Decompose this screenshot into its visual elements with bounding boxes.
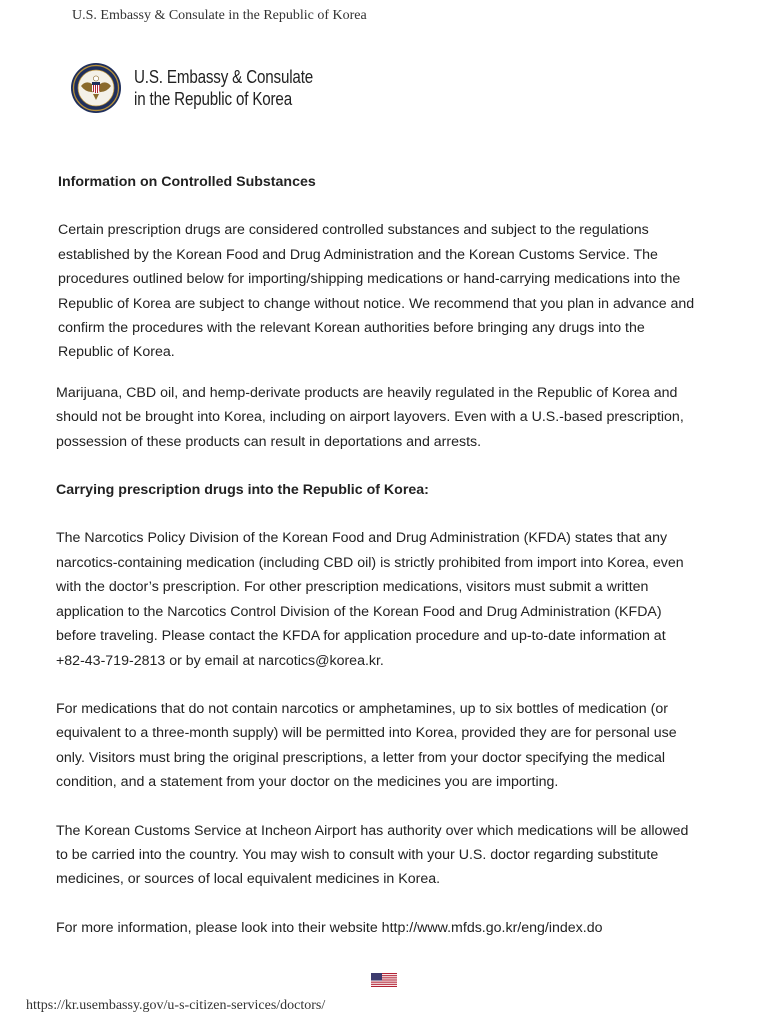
paragraph-marijuana: Marijuana, CBD oil, and hemp-derivate products are heavily regulated in the Republic of Korea and should not be brought into Korea, including on airport layovers. Even with a U.S.-based prescription, possession of these products can result in deportations and arrests. [56, 384, 684, 450]
running-header: U.S. Embassy & Consulate in the Republic of Korea [72, 8, 367, 23]
embassy-name [134, 66, 313, 110]
spacer [56, 194, 696, 218]
spacer [56, 673, 696, 697]
paragraph-kfda: The Narcotics Policy Division of the Korean Food and Drug Administration (KFDA) states that any narcotics-containing medication (including CBD oil) is strictly prohibited from import into Korea, even with the doctor’s prescription. For other prescription medications, visitors must submit a written application to the Narcotics Control Division of the Korean Food and Drug Administration (KFDA) before traveling. Please contact the KFDA for application procedure and up-to-date information at +82-43-719-2813 or by email at narcotics@korea.kr. [56, 530, 684, 669]
embassy-seal-icon [70, 62, 122, 114]
paragraph-non-narcotic: For medications that do not contain narcotics or amphetamines, up to six bottles of medication (or equivalent to a three-month supply) will be permitted into Korea, provided they are for personal use only. Visitors must bring the original prescriptions, a letter from your doctor specifying the medical condition, and a statement from your doctor on the medicines you are importing. [56, 700, 677, 791]
paragraph-intro: Certain prescription drugs are considered controlled substances and subject to the regulations established by the Korean Food and Drug Administration and the Korean Customs Service. The procedures outlined below for importing/shipping medications or hand-carrying medications into the Republic of Korea are subject to change without notice. We recommend that you plan in advance and confirm the procedures with the relevant Korean authorities before bringing any drugs into the Republic of Korea. [58, 222, 695, 361]
spacer [56, 502, 696, 526]
spacer [56, 892, 696, 916]
heading-carrying-prescription: Carrying prescription drugs into the Republic of Korea: [56, 482, 429, 499]
main-content [56, 170, 696, 940]
paragraph-customs: The Korean Customs Service at Incheon Airport has authority over which medications will be allowed to be carried into the country. You may wish to consult with your U.S. doctor regarding substitute medicines, or sources of local equivalent medicines in Korea. [56, 822, 689, 888]
embassy-name-line2: in the Republic of Korea [134, 88, 292, 109]
spacer [56, 454, 696, 478]
embassy-brand[interactable] [70, 62, 352, 114]
spacer [56, 365, 696, 381]
footer-url[interactable]: https://kr.usembassy.gov/u-s-citizen-services/doctors/ [26, 998, 326, 1013]
heading-controlled-substances: Information on Controlled Substances [58, 174, 316, 190]
paragraph-website[interactable]: For more information, please look into their website http://www.mfds.go.kr/eng/index.do [56, 919, 603, 936]
embassy-name-line1: U.S. Embassy & Consulate [134, 66, 314, 87]
us-flag-icon [371, 973, 397, 987]
spacer [56, 795, 696, 819]
